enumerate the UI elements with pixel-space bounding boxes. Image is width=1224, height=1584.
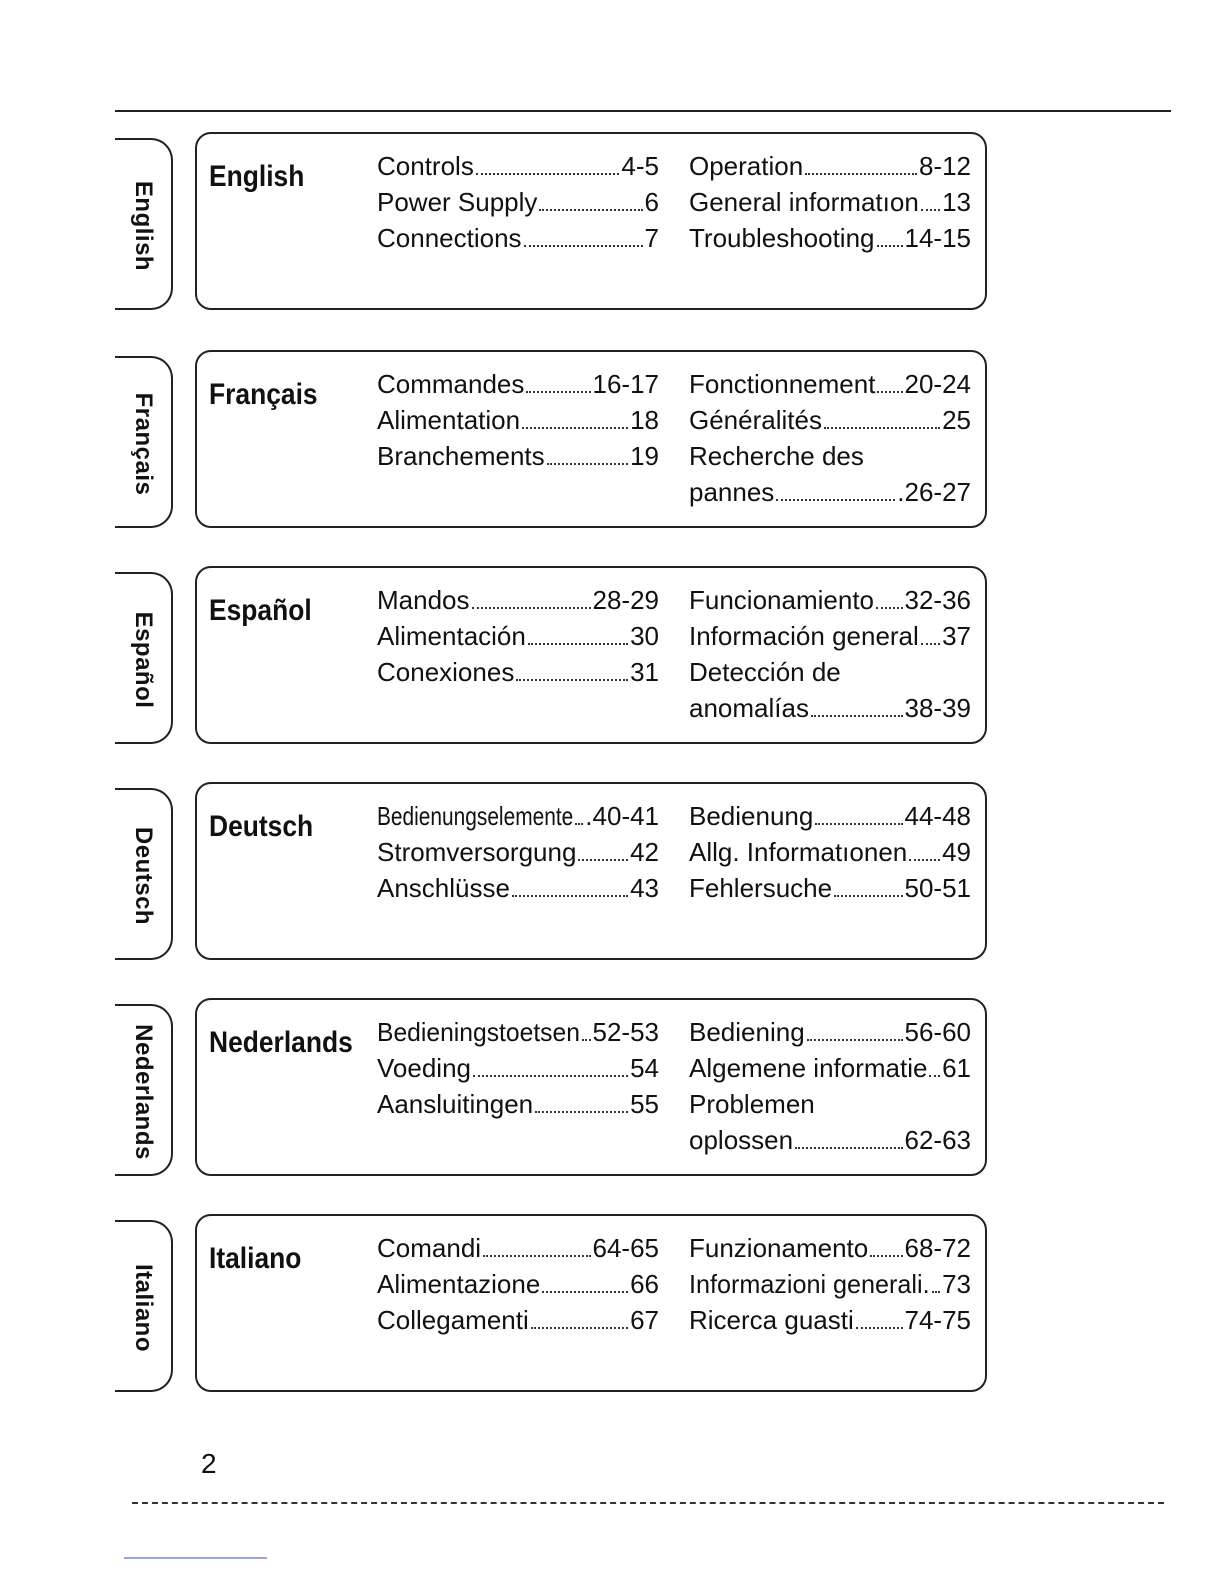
language-section [115,998,995,1178]
toc-entry-pages: 7 [644,223,659,253]
toc-entry-pages: 28-29 [592,585,659,615]
toc-entry-pages: 62-63 [904,1125,971,1155]
toc-entry[interactable] [377,870,659,906]
toc-entry[interactable] [689,474,971,510]
dot-leader [824,427,940,429]
toc-entry[interactable] [689,1302,971,1338]
dot-leader [805,173,917,175]
language-tab[interactable] [115,1220,173,1392]
toc-entry-label: Power Supply [377,187,538,217]
dot-leader [542,1291,628,1293]
dot-leader [547,463,628,465]
toc-entry-label: Bedienungselemente [377,801,574,831]
dot-leader [578,859,628,861]
dot-leader [807,1039,903,1041]
contents-box [195,350,987,528]
toc-entry[interactable] [377,1050,659,1086]
language-tab-label: Français [130,392,157,496]
dot-leader [582,1039,591,1041]
contents-box [195,998,987,1176]
toc-entry-pages: 56-60 [904,1017,971,1047]
dot-leader [921,643,940,645]
toc-entry-pages: 38-39 [904,693,971,723]
toc-entry-pages: 73 [942,1269,971,1299]
toc-entry-label: pannes [689,477,775,507]
language-title: Nederlands [209,1026,353,1059]
contents-box [195,782,987,960]
language-tab[interactable] [115,572,173,744]
toc-entry-pages: 30 [630,621,659,651]
toc-entry-pages: 16-17 [592,369,659,399]
toc-entry-label: Branchements [377,441,545,471]
dot-leader [483,1255,590,1257]
toc-entry[interactable] [689,366,971,402]
toc-entry[interactable] [689,582,971,618]
toc-entry-label: Aansluitingen [377,1089,534,1119]
dot-leader [877,391,902,393]
dot-leader [795,1147,902,1149]
dot-leader [870,1255,902,1257]
bottom-mark [124,1557,267,1559]
contents-box [195,132,987,310]
toc-entry-pages: 74-75 [904,1305,971,1335]
toc-entry[interactable] [377,438,659,474]
dot-leader [815,823,902,825]
toc-entry[interactable] [689,438,971,474]
dot-leader [776,499,895,501]
toc-entry-label: Comandi [377,1233,482,1263]
dot-leader [531,1327,628,1329]
toc-entry-pages: 25 [942,405,971,435]
toc-entry-pages: 14-15 [904,223,971,253]
toc-entry-label: Fonctionnement [689,369,876,399]
contents-column [689,798,971,906]
contents-column [377,582,659,690]
toc-entry[interactable] [377,1302,659,1338]
toc-entry-pages: 20-24 [904,369,971,399]
toc-entry-label: Connections [377,223,522,253]
toc-entry-pages: 44-48 [904,801,971,831]
toc-entry[interactable] [689,1230,971,1266]
dot-leader [876,607,903,609]
dot-leader [535,1111,628,1113]
toc-entry-label: Alimentazione [377,1269,541,1299]
toc-entry-label: Controls [377,151,474,181]
language-title: Italiano [209,1242,302,1275]
dot-leader [539,209,642,211]
toc-entry-pages: 19 [630,441,659,471]
toc-entry[interactable] [377,1086,659,1122]
toc-entry[interactable] [377,1230,659,1266]
toc-entry-pages: 18 [630,405,659,435]
toc-entry[interactable] [689,148,971,184]
dot-leader [472,607,591,609]
toc-entry-label: Informazioni generali. [689,1269,930,1299]
toc-entry-label: Funcionamiento [689,585,874,615]
language-tab-label: Deutsch [130,826,157,926]
toc-entry-label: Fehlersuche [689,873,833,903]
language-tab[interactable] [115,1004,173,1176]
toc-entry-label: General informatıon [689,187,919,217]
toc-entry[interactable] [689,1122,971,1158]
toc-entry[interactable] [689,184,971,220]
language-title: Français [209,378,318,411]
page-number: 2 [201,1448,217,1479]
contents-column [377,148,659,256]
toc-entry[interactable] [377,798,659,834]
contents-column [689,148,971,256]
toc-entry[interactable] [377,148,659,184]
dot-leader [856,1327,903,1329]
language-title: Deutsch [209,810,314,843]
dot-leader [522,427,628,429]
toc-entry[interactable] [689,690,971,726]
contents-column [689,1014,971,1158]
language-tab[interactable] [115,356,173,528]
toc-entry-label: Conexiones [377,657,515,687]
toc-entry[interactable] [689,618,971,654]
dot-leader [516,679,628,681]
contents-column [377,798,659,906]
toc-entry[interactable] [689,654,971,690]
toc-entry-label: Collegamenti [377,1305,529,1335]
toc-entry-pages: 64-65 [592,1233,659,1263]
dot-leader [476,173,620,175]
dot-leader [575,823,583,825]
toc-entry[interactable] [689,870,971,906]
language-tab-label: English [130,180,157,272]
toc-entry[interactable] [377,1266,659,1302]
dot-leader [528,643,628,645]
toc-entry-label: Bediening [689,1017,805,1047]
language-tab[interactable] [115,138,173,310]
toc-entry-pages: 31 [630,657,659,687]
toc-entry-label: Problemen [689,1089,815,1119]
contents-column [689,1230,971,1338]
toc-entry-pages: 43 [630,873,659,903]
toc-entry-label: Detección de [689,657,841,687]
toc-entry-pages: 54 [630,1053,659,1083]
toc-entry-label: Información general [689,621,919,651]
toc-entry-pages: 49 [942,837,971,867]
toc-entry-label: Ricerca guasti [689,1305,854,1335]
dot-leader [473,1075,628,1077]
toc-entry-label: Recherche des [689,441,864,471]
toc-entry-label: Alimentation [377,405,521,435]
dot-leader [526,391,590,393]
toc-entry-pages: 13 [942,187,971,217]
toc-entry[interactable] [377,184,659,220]
toc-entry[interactable] [377,366,659,402]
language-tab-label: Italiano [130,1263,157,1353]
toc-entry-label: Troubleshooting [689,223,875,253]
bottom-rule [132,1502,1164,1504]
contents-column [689,366,971,510]
dot-leader [512,895,628,897]
language-section [115,566,995,746]
toc-entry-label: anomalías [689,693,809,723]
dot-leader [921,209,940,211]
language-section [115,1214,995,1394]
toc-entry[interactable] [689,402,971,438]
toc-entry-pages: 32-36 [904,585,971,615]
toc-entry[interactable] [377,220,659,256]
toc-entry[interactable] [689,1050,971,1086]
toc-entry-pages: 42 [630,837,659,867]
toc-entry[interactable] [377,618,659,654]
toc-entry-label: Algemene informatie [689,1053,928,1083]
toc-entry[interactable] [689,1014,971,1050]
toc-entry[interactable] [689,1266,971,1302]
toc-entry[interactable] [689,834,971,870]
language-tab-label: Español [130,611,157,709]
language-section [115,782,995,962]
language-title: English [209,160,305,193]
toc-entry-label: Alimentación [377,621,526,651]
toc-entry-label: Bedieningstoetsen [377,1017,580,1047]
language-section [115,350,995,530]
contents-box [195,1214,987,1392]
dot-leader [877,245,903,247]
dot-leader [932,1291,941,1293]
contents-box [195,566,987,744]
toc-entry-pages: 68-72 [904,1233,971,1263]
top-rule [115,110,1171,112]
toc-entry-label: Mandos [377,585,470,615]
toc-entry-label: Commandes [377,369,525,399]
language-section [115,132,995,312]
toc-entry-label: Operation [689,151,804,181]
toc-entry-label: Funzionamento [689,1233,869,1263]
toc-entry[interactable] [689,1086,971,1122]
contents-column [689,582,971,726]
dot-leader [834,895,902,897]
toc-entry[interactable] [689,220,971,256]
language-title: Español [209,594,312,627]
toc-entry-pages: 55 [630,1089,659,1119]
toc-entry[interactable] [377,834,659,870]
contents-column [377,1230,659,1338]
toc-entry-pages: 61 [942,1053,971,1083]
toc-entry-label: Anschlüsse [377,873,510,903]
toc-entry-pages: 4-5 [621,151,659,181]
toc-entry-label: Voeding [377,1053,471,1083]
toc-entry-pages: 52-53 [592,1017,659,1047]
toc-entry-label: oplossen [689,1125,794,1155]
toc-entry[interactable] [377,654,659,690]
dot-leader [524,245,643,247]
toc-entry-label: Allg. Informatıonen [689,837,908,867]
toc-entry-pages: .26-27 [897,477,971,507]
toc-entry[interactable] [377,402,659,438]
toc-entry-label: Généralités [689,405,822,435]
dot-leader [929,1075,940,1077]
dot-leader [811,715,903,717]
toc-entry-pages: 8-12 [918,151,971,181]
language-tab[interactable] [115,788,173,960]
contents-column [377,366,659,474]
toc-entry-pages: .40-41 [585,801,660,831]
toc-entry-pages: 50-51 [904,873,971,903]
dot-leader [909,859,940,861]
toc-entry-label: Bedienung [689,801,814,831]
toc-entry[interactable] [377,1014,659,1050]
toc-entry-pages: 6 [644,187,659,217]
toc-entry-pages: 67 [630,1305,659,1335]
toc-entry-label: Stromversorgung [377,837,577,867]
toc-entry-pages: 66 [630,1269,659,1299]
language-tab-label: Nederlands [130,1024,157,1160]
contents-column [377,1014,659,1122]
toc-entry[interactable] [689,798,971,834]
toc-entry[interactable] [377,582,659,618]
toc-entry-pages: 37 [942,621,971,651]
